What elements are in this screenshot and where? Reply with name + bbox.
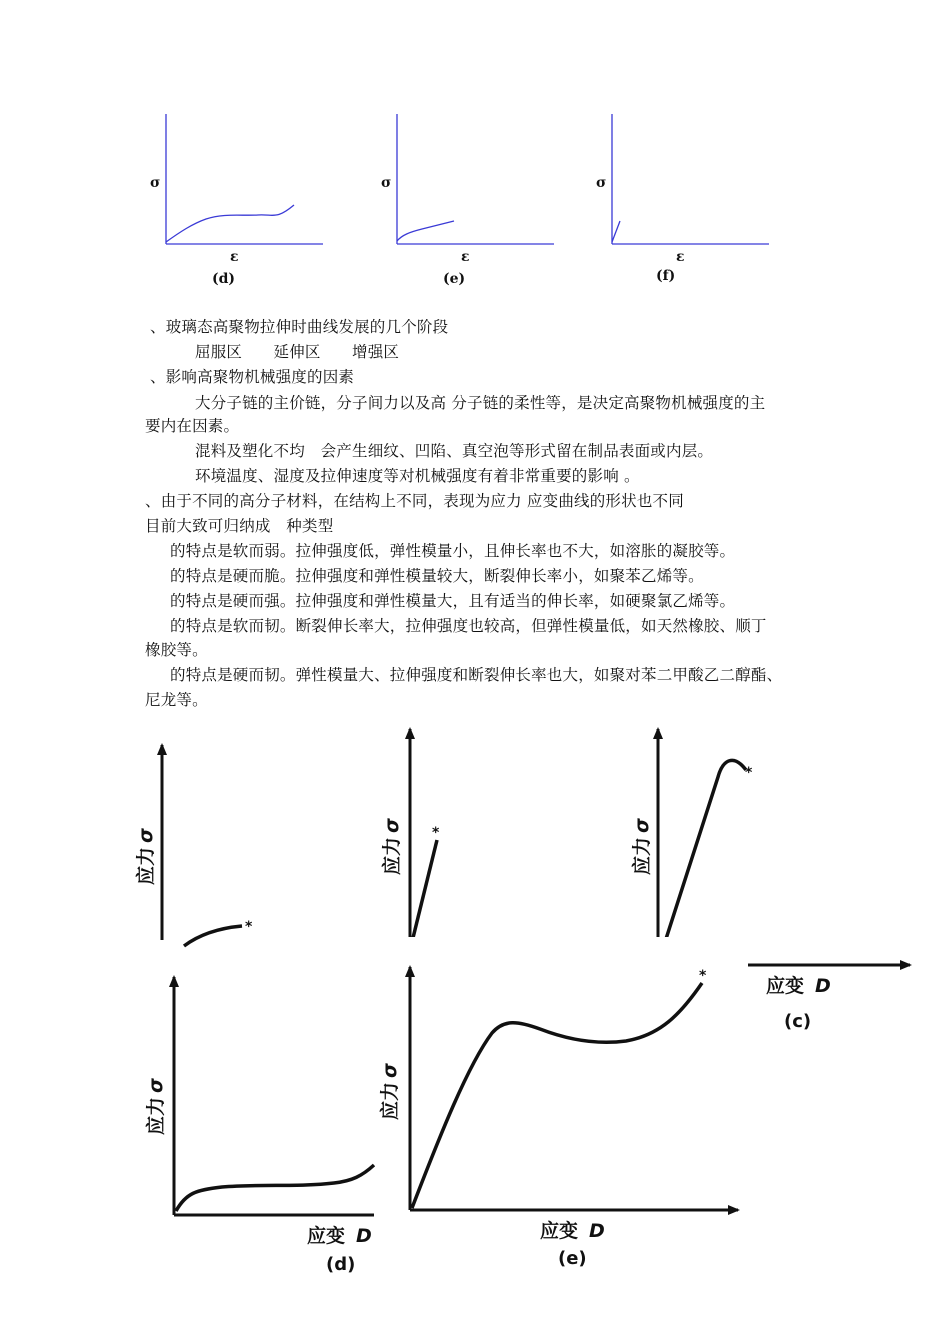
text-line: 混料及塑化不均 会产生细纹、凹陷、真空泡等形式留在制品表面或内层。 — [195, 442, 714, 460]
figure-small-d — [140, 110, 340, 290]
stress-strain-curve — [176, 1165, 374, 1211]
x-axis-symbol: D — [356, 1225, 372, 1247]
stress-strain-curve — [612, 221, 620, 242]
stress-strain-curve — [665, 760, 746, 942]
text-line: 、玻璃态高聚物拉伸时曲线发展的几个阶段 — [150, 318, 449, 336]
x-axis-symbol: D — [815, 975, 831, 997]
x-axis-label: ε — [461, 249, 470, 265]
svg-text:σ: σ — [379, 1063, 401, 1078]
figure-caption: (c) — [784, 1011, 812, 1032]
figure-caption: (f) — [656, 268, 676, 284]
svg-text:σ: σ — [631, 818, 653, 833]
figure-caption: (e) — [443, 271, 466, 287]
figure-caption: (d) — [212, 271, 236, 287]
text-line: 、影响高聚物机械强度的因素 — [150, 368, 355, 386]
stress-strain-curve — [166, 205, 294, 242]
y-axis-label — [630, 818, 653, 875]
x-axis-symbol: D — [589, 1220, 605, 1242]
y-axis-label — [380, 818, 403, 875]
svg-text:σ: σ — [145, 1078, 167, 1093]
y-axis-label — [144, 1078, 167, 1135]
text-line: 的特点是硬而脆。拉伸强度和弹性模量较大，断裂伸长率小，如聚苯乙烯等。 — [170, 567, 704, 585]
break-point-star: * — [245, 919, 253, 935]
figure-b — [380, 729, 440, 942]
figure-e — [375, 937, 745, 1269]
text-line: 的特点是硬而强。拉伸强度和弹性模量大，且有适当的伸长率，如硬聚氯乙烯等。 — [170, 592, 736, 610]
stress-strain-curve — [184, 926, 242, 946]
text-line: 屈服区 延伸区 增强区 — [195, 343, 400, 361]
svg-text:σ: σ — [381, 818, 403, 833]
figure-caption: (d) — [326, 1254, 356, 1275]
text-line: 橡胶等。 — [145, 641, 208, 659]
text-line: 、由于不同的高分子材料，在结构上不同，表现为应力 应变曲线的形状也不同 — [145, 492, 684, 510]
y-axis-label: σ — [150, 175, 161, 191]
x-axis-label: 应变 — [307, 1225, 346, 1247]
svg-text:应力: 应力 — [145, 1096, 167, 1135]
figure-a — [134, 745, 253, 946]
svg-text:应力: 应力 — [381, 836, 403, 875]
panel-background — [375, 937, 745, 1267]
text-line: 的特点是软而弱。拉伸强度低，弹性模量小，且伸长率也不大，如溶胀的凝胶等。 — [170, 542, 736, 560]
text-line: 的特点是硬而韧。弹性模量大、拉伸强度和断裂伸长率也大，如聚对苯二甲酸乙二醇酯、 — [170, 666, 783, 684]
svg-text:应力: 应力 — [379, 1081, 401, 1120]
text-line: 的特点是软而韧。断裂伸长率大，拉伸强度也较高，但弹性模量低，如天然橡胶、顺丁 — [170, 617, 767, 635]
y-axis-label — [134, 828, 157, 885]
y-axis-label: σ — [381, 175, 392, 191]
stress-strain-curve — [397, 221, 454, 241]
figure-d — [144, 977, 374, 1275]
text-line: 大分子链的主价链，分子间力以及高 分子链的柔性等，是决定高聚物机械强度的主 — [195, 394, 766, 412]
stress-strain-curve — [412, 840, 437, 942]
break-point-star: * — [699, 968, 707, 984]
break-point-star: * — [432, 825, 440, 841]
svg-text:应力: 应力 — [135, 846, 157, 885]
text-line: 目前大致可归纳成 种类型 — [145, 517, 334, 535]
x-axis-label: ε — [676, 249, 685, 265]
svg-text:应力: 应力 — [631, 836, 653, 875]
text-line: 尼龙等。 — [145, 691, 208, 709]
x-axis-label: ε — [230, 249, 239, 265]
text-line: 要内在因素。 — [145, 417, 240, 435]
y-axis-label: σ — [596, 175, 607, 191]
stress-strain-collage — [0, 715, 950, 1344]
text-line: 环境温度、湿度及拉伸速度等对机械强度有着非常重要的影响 。 — [195, 467, 640, 485]
x-axis-label: 应变 — [766, 975, 805, 997]
figure-small-e — [372, 110, 572, 290]
break-point-star: * — [745, 765, 753, 781]
y-axis-label — [378, 1063, 401, 1120]
figure-small-f — [587, 110, 787, 290]
svg-text:σ: σ — [135, 828, 157, 843]
x-axis-label: 应变 — [540, 1220, 579, 1242]
figure-caption: (e) — [558, 1248, 587, 1269]
